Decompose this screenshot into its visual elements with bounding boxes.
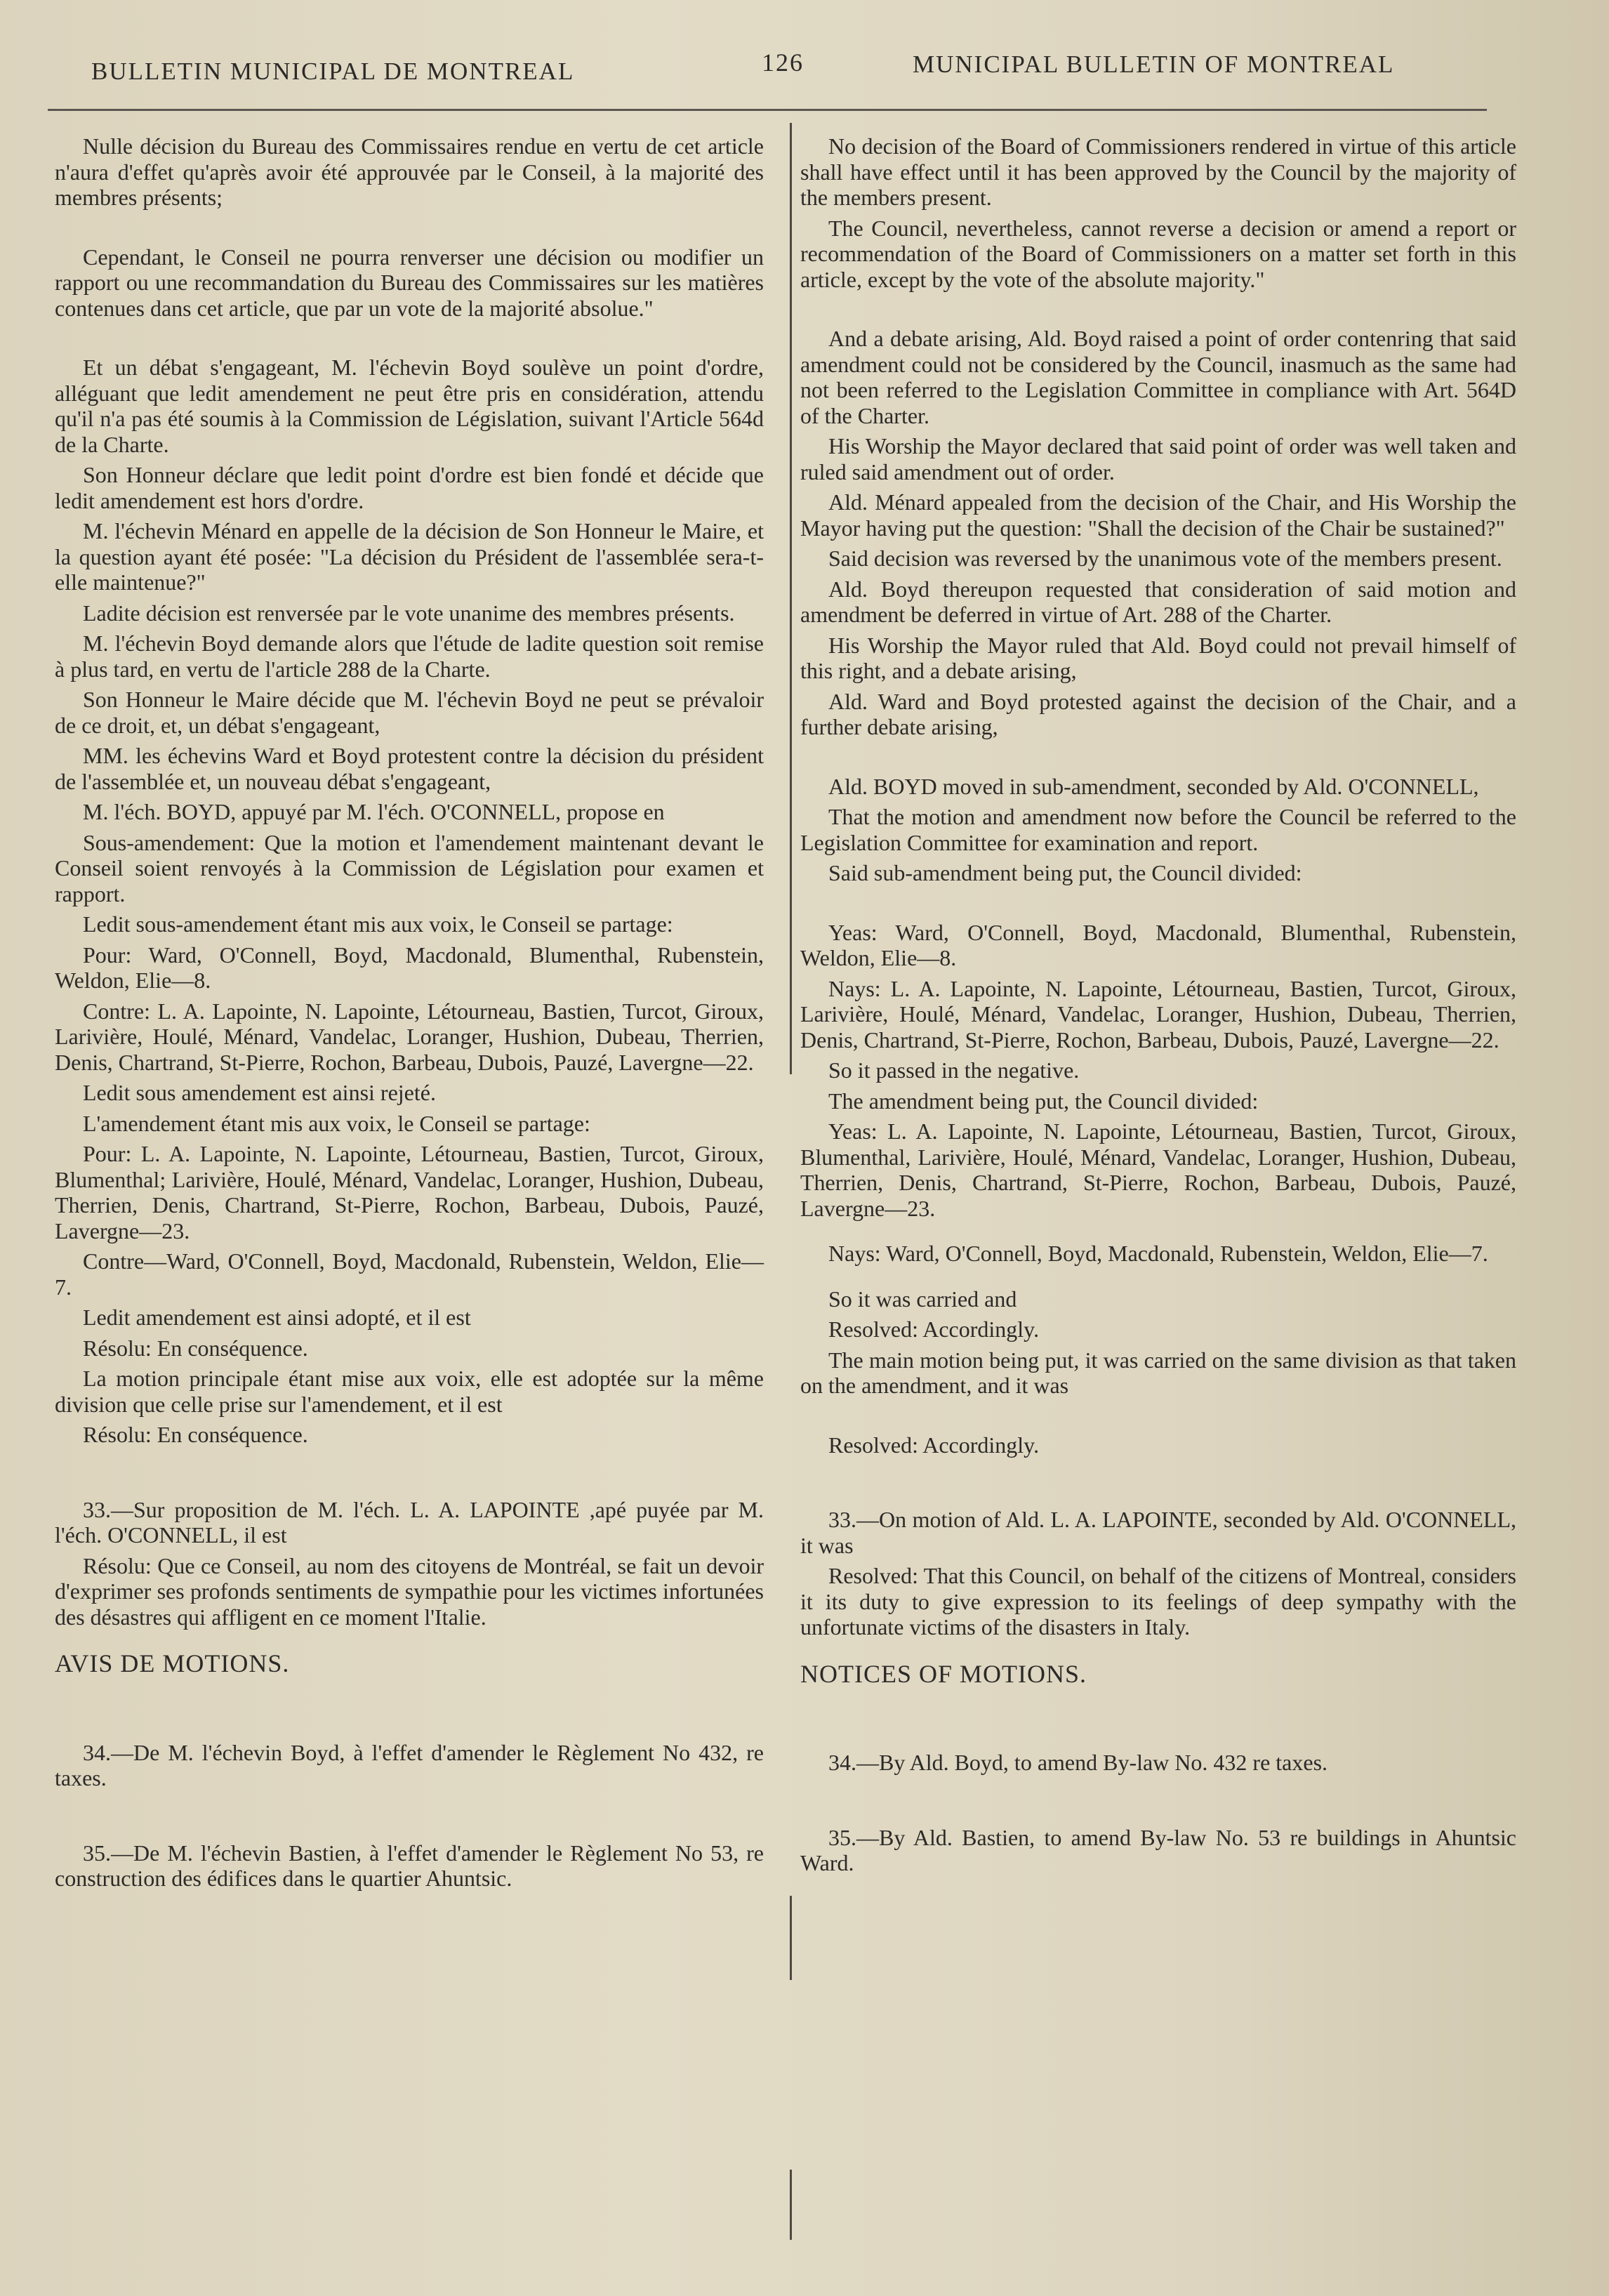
column-divider-middle — [790, 906, 792, 1074]
fr-paragraph: M. l'éch. BOYD, appuyé par M. l'éch. O'CONNELL, propose en — [83, 799, 665, 824]
fr-paragraph: Ledit sous-amendement étant mis aux voix, le Conseil se partage: — [83, 911, 673, 937]
en-motion-33: 33.—On motion of Ald. L. A. LAPOINTE, seconded by Ald. O'CONNELL, it was — [800, 1507, 1516, 1558]
en-paragraph: So it passed in the negative. — [828, 1057, 1080, 1083]
fr-paragraph: Nulle décision du Bureau des Commissaires rendue en vertu de cet article n'aura d'effet qu'après avoir été approuvée par le Conseil, à la majorité des membres présents; — [55, 133, 764, 210]
column-divider-upper — [790, 123, 792, 913]
fr-vote-for: Pour: Ward, O'Connell, Boyd, Macdonald, Blumenthal, Rubenstein, Weldon, Elie—8. — [55, 942, 764, 993]
en-paragraph: Said sub-amendment being put, the Council divided: — [828, 860, 1302, 885]
fr-paragraph: Ledit amendement est ainsi adopté, et il est — [83, 1305, 471, 1330]
french-column — [55, 133, 764, 1896]
fr-paragraph: Son Honneur déclare que ledit point d'ordre est bien fondé et décide que ledit amendement est hors d'ordre. — [55, 462, 764, 513]
fr-notices-heading: AVIS DE MOTIONS. — [55, 1649, 290, 1677]
en-paragraph: Said decision was reversed by the unanimous vote of the members present. — [828, 546, 1502, 571]
fr-motion-33: 33.—Sur proposition de M. l'éch. L. A. LAPOINTE ,apé puyée par M. l'éch. O'CONNELL, il est — [55, 1496, 764, 1548]
en-paragraph: And a debate arising, Ald. Boyd raised a point of order contenring that said amendment could not be considered by the Council, inasmuch as the same had not been referred to the Legislation Committee in compliance with Art. 564D of the Charter. — [800, 326, 1516, 428]
fr-vote-for: Pour: L. A. Lapointe, N. Lapointe, Létourneau, Bastien, Turcot, Giroux, Blumenthal; Larivière, Houlé, Ménard, Vandelac, Loranger, Hushion, Dubeau, Therrien, Denis, Chartrand, St-Pierre, Rochon, Barbeau, Dubois, Pauzé, Lavergne—23. — [55, 1141, 764, 1243]
en-paragraph: The Council, nevertheless, cannot reverse a decision or amend a report or recommendation of the Board of Commissioners on a matter set forth in this article, except by the vote of the absolute majority." — [800, 215, 1516, 292]
fr-paragraph: Et un débat s'engageant, M. l'échevin Boyd soulève un point d'ordre, alléguant que ledit amendement ne peut être pris en considération, attendu qu'il n'a pas été soumis à la Commission de Législation, suivant l'Article 564d de la Charte. — [55, 355, 764, 457]
en-paragraph: His Worship the Mayor declared that said point of order was well taken and ruled said amendment out of order. — [800, 433, 1516, 484]
en-resolution: Resolved: Accordingly. — [828, 1432, 1040, 1458]
fr-paragraph: La motion principale étant mise aux voix, elle est adoptée sur la même division que celle prise sur l'amendement, et il est — [55, 1366, 764, 1417]
fr-vote-against: Contre—Ward, O'Connell, Boyd, Macdonald, Rubenstein, Weldon, Elie—7. — [55, 1248, 764, 1300]
fr-paragraph: MM. les échevins Ward et Boyd protestent contre la décision du président de l'assemblée et, un nouveau débat s'engageant, — [55, 743, 764, 794]
header-title-english: MUNICIPAL BULLETIN OF MONTREAL — [913, 51, 1395, 78]
en-paragraph: Ald. Ménard appealed from the decision of the Chair, and His Worship the Mayor having put the question: "Shall the decision of the Chair be sustained?" — [800, 489, 1516, 541]
en-paragraph: The amendment being put, the Council divided: — [828, 1088, 1259, 1114]
en-vote-yeas: Yeas: Ward, O'Connell, Boyd, Macdonald, Blumenthal, Rubenstein, Weldon, Elie—8. — [800, 919, 1516, 970]
page-number: 126 — [762, 48, 804, 77]
en-paragraph: Ald. Boyd thereupon requested that consideration of said motion and amendment be deferred in virtue of Art. 288 of the Charter. — [800, 576, 1516, 627]
en-resolution: Resolved: That this Council, on behalf of the citizens of Montreal, considers it its duty to give expression to its feelings of deep sympathy with the unfortunate victims of the disasters in Italy. — [800, 1563, 1516, 1639]
fr-paragraph: Sous-amendement: Que la motion et l'amendement maintenant devant le Conseil soient renvoyés à la Commission de Législation pour examen et rapport. — [55, 829, 764, 906]
en-paragraph: So it was carried and — [828, 1286, 1017, 1312]
en-paragraph: No decision of the Board of Commissioners rendered in virtue of this article shall have effect until it has been approved by the Council by the majority of the members present. — [800, 133, 1516, 210]
en-paragraph: Ald. BOYD moved in sub-amendment, seconded by Ald. O'CONNELL, — [828, 773, 1479, 799]
fr-paragraph: M. l'échevin Ménard en appelle de la décision de Son Honneur le Maire, et la question ayant été posée: "La décision du Président de l'assemblée sera-t-elle maintenue?" — [55, 518, 764, 595]
en-paragraph: Ald. Ward and Boyd protested against the decision of the Chair, and a further debate arising, — [800, 688, 1516, 739]
fr-notice-34: 34.—De M. l'échevin Boyd, à l'effet d'amender le Règlement No 432, re taxes. — [55, 1739, 764, 1790]
fr-paragraph: Cependant, le Conseil ne pourra renverser une décision ou modifier un rapport ou une recommandation du Bureau des Commissaires sur les matières contenues dans cet article, que par un vote de la majorité absolue." — [55, 244, 764, 321]
english-column — [800, 133, 1516, 1881]
column-divider-notice — [790, 1896, 792, 1980]
fr-paragraph: M. l'échevin Boyd demande alors que l'étude de ladite question soit remise à plus tard, en vertu de l'article 288 de la Charte. — [55, 631, 764, 682]
en-notice-34: 34.—By Ald. Boyd, to amend By-law No. 432 re taxes. — [828, 1750, 1328, 1775]
fr-resolution: Résolu: Que ce Conseil, au nom des citoyens de Montréal, se fait un devoir d'exprimer ses profonds sentiments de sympathie pour les victimes infortunées des désastres qui affligent en ce moment l'Italie. — [55, 1552, 764, 1630]
fr-resolution: Résolu: En conséquence. — [83, 1335, 308, 1361]
page-header — [91, 44, 1467, 100]
fr-notice-35: 35.—De M. l'échevin Bastien, à l'effet d'amender le Règlement No 53, re construction des édifices dans le quartier Ahuntsic. — [55, 1840, 764, 1891]
en-paragraph: His Worship the Mayor ruled that Ald. Boyd could not prevail himself of this right, and a debate arising, — [800, 632, 1516, 683]
header-rule — [48, 109, 1487, 111]
fr-paragraph: Ladite décision est renversée par le vote unanime des membres présents. — [83, 600, 735, 626]
en-resolution: Resolved: Accordingly. — [828, 1317, 1040, 1342]
fr-vote-against: Contre: L. A. Lapointe, N. Lapointe, Létourneau, Bastien, Turcot, Giroux, Larivière, Houlé, Ménard, Vandelac, Loranger, Hushion, Dubeau, Therrien, Denis, Chartrand, St-Pierre, Rochon, Barbeau, Dubois, Pauzé, Lavergne—22. — [55, 998, 764, 1075]
en-vote-nays: Nays: Ward, O'Connell, Boyd, Macdonald, Rubenstein, Weldon, Elie—7. — [828, 1241, 1488, 1266]
column-divider-lower — [790, 2170, 792, 2240]
en-vote-yeas: Yeas: L. A. Lapointe, N. Lapointe, Létourneau, Bastien, Turcot, Giroux, Blumenthal, Larivière, Houlé, Ménard, Vandelac, Loranger, Hushion, Dubeau, Therrien, Denis, Chartrand, St-Pierre, Rochon, Barbeau, Dubois, Pauzé, Lavergne—23. — [800, 1119, 1516, 1221]
header-title-french: BULLETIN MUNICIPAL DE MONTREAL — [91, 58, 575, 85]
en-notice-35: 35.—By Ald. Bastien, to amend By-law No. 53 re buildings in Ahuntsic Ward. — [800, 1824, 1516, 1875]
en-vote-nays: Nays: L. A. Lapointe, N. Lapointe, Létourneau, Bastien, Turcot, Giroux, Larivière, Houlé, Ménard, Vandelac, Loranger, Hushion, Dubeau, Therrien, Denis, Chartrand, St-Pierre, Rochon, Barbeau, Dubois, Pauzé, Lavergne—22. — [800, 975, 1516, 1053]
fr-resolution: Résolu: En conséquence. — [83, 1422, 308, 1447]
en-notices-heading: NOTICES OF MOTIONS. — [800, 1659, 1087, 1688]
fr-paragraph: L'amendement étant mis aux voix, le Conseil se partage: — [83, 1110, 590, 1136]
fr-paragraph: Son Honneur le Maire décide que M. l'échevin Boyd ne peut se prévaloir de ce droit, et, un débat s'engageant, — [55, 687, 764, 738]
en-paragraph: The main motion being put, it was carried on the same division as that taken on the amendment, and it was — [800, 1347, 1516, 1398]
en-paragraph: That the motion and amendment now before the Council be referred to the Legislation Committee for examination and report. — [800, 804, 1516, 855]
fr-paragraph: Ledit sous amendement est ainsi rejeté. — [83, 1080, 436, 1105]
